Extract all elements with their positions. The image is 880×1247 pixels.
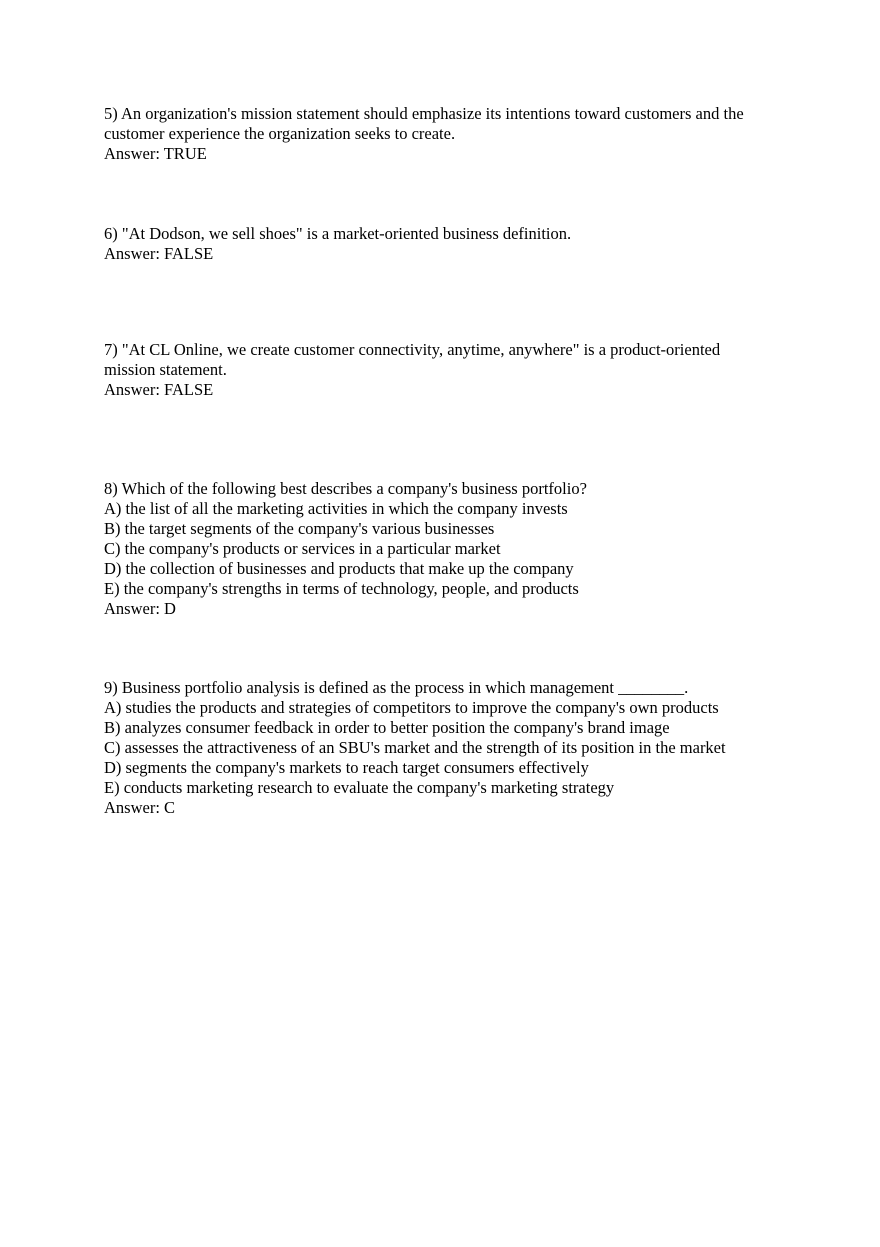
question-stem: 7) "At CL Online, we create customer connectivity, anytime, anywhere" is a product-oriented mission statement. [104, 340, 721, 379]
question-stem: 8) Which of the following best describes a company's business portfolio? [104, 479, 587, 498]
answer-line: Answer: TRUE [104, 144, 207, 163]
question-8 [104, 479, 804, 619]
answer-line: Answer: D [104, 599, 176, 618]
answer-line: Answer: FALSE [104, 380, 214, 399]
question-stem: 6) "At Dodson, we sell shoes" is a market-oriented business definition. [104, 224, 572, 243]
option-c: C) the company's products or services in a particular market [104, 539, 501, 558]
option-e: E) conducts marketing research to evaluate the company's marketing strategy [104, 778, 615, 797]
answer-line: Answer: C [104, 798, 176, 817]
option-a: A) the list of all the marketing activities in which the company invests [104, 499, 568, 518]
option-c: C) assesses the attractiveness of an SBU's market and the strength of its position in the market [104, 738, 726, 757]
question-9 [104, 678, 804, 818]
question-stem: 5) An organization's mission statement should emphasize its intentions toward customers and the customer experience the organization seeks to create. [104, 104, 744, 143]
option-a: A) studies the products and strategies of competitors to improve the company's own products [104, 698, 719, 717]
question-7 [104, 340, 804, 400]
option-d: D) the collection of businesses and products that make up the company [104, 559, 574, 578]
question-5 [104, 104, 804, 164]
question-6 [104, 224, 804, 264]
option-b: B) the target segments of the company's various businesses [104, 519, 495, 538]
answer-line: Answer: FALSE [104, 244, 214, 263]
question-stem: 9) Business portfolio analysis is defined as the process in which management ________. [104, 678, 689, 697]
option-b: B) analyzes consumer feedback in order to better position the company's brand image [104, 718, 670, 737]
option-d: D) segments the company's markets to reach target consumers effectively [104, 758, 589, 777]
option-e: E) the company's strengths in terms of technology, people, and products [104, 579, 579, 598]
